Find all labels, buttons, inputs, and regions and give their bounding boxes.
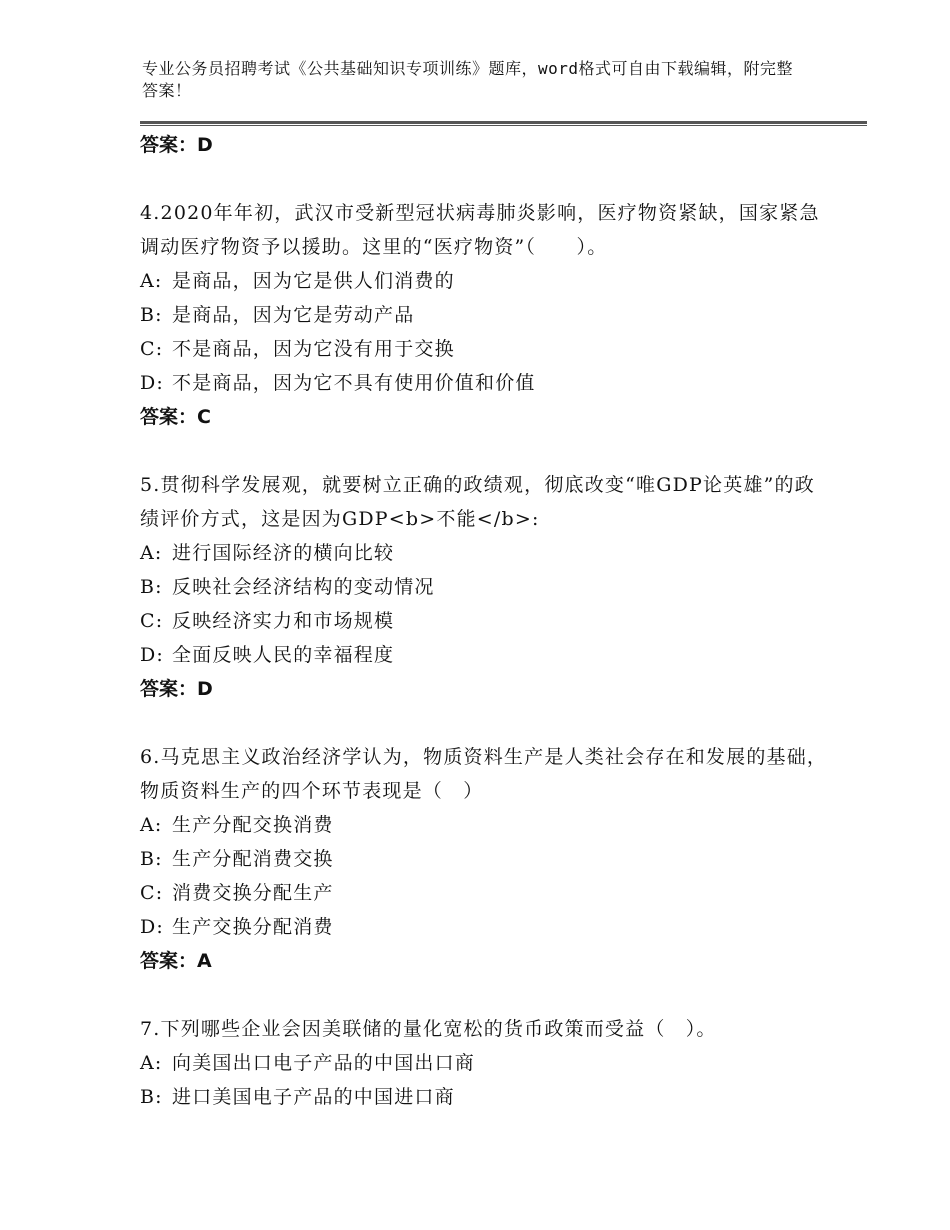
option-b bbox=[140, 1080, 830, 1114]
answer-label: 答案：A bbox=[140, 950, 212, 972]
option-letter: B: bbox=[140, 1086, 163, 1108]
option-c bbox=[140, 332, 830, 366]
option-text: 不是商品，因为它不具有使用价值和价值 bbox=[172, 372, 536, 394]
header-divider bbox=[140, 121, 867, 126]
option-b bbox=[140, 570, 830, 604]
option-letter: C: bbox=[140, 610, 164, 632]
option-d bbox=[140, 638, 830, 672]
option-text: 生产交换分配消费 bbox=[172, 916, 334, 938]
option-text: 生产分配交换消费 bbox=[172, 814, 334, 836]
question-6 bbox=[140, 740, 830, 978]
option-text: 生产分配消费交换 bbox=[172, 848, 334, 870]
option-d bbox=[140, 910, 830, 944]
option-a bbox=[140, 536, 830, 570]
option-text: 反映经济实力和市场规模 bbox=[172, 610, 395, 632]
question-list bbox=[140, 128, 830, 1114]
option-letter: B: bbox=[140, 576, 163, 598]
option-text: 是商品，因为它是供人们消费的 bbox=[172, 270, 455, 292]
option-text: 向美国出口电子产品的中国出口商 bbox=[172, 1052, 476, 1074]
option-letter: A: bbox=[140, 542, 163, 564]
option-text: 消费交换分配生产 bbox=[172, 882, 334, 904]
question-7 bbox=[140, 1012, 830, 1114]
page-header: 专业公务员招聘考试《公共基础知识专项训练》题库，word格式可自由下载编辑，附完整答案！ bbox=[142, 59, 794, 100]
option-text: 是商品，因为它是劳动产品 bbox=[172, 304, 415, 326]
option-letter: D: bbox=[140, 916, 165, 938]
option-letter: C: bbox=[140, 338, 164, 360]
option-text: 全面反映人民的幸福程度 bbox=[172, 644, 395, 666]
option-c bbox=[140, 604, 830, 638]
option-b bbox=[140, 842, 830, 876]
option-b bbox=[140, 298, 830, 332]
option-a bbox=[140, 264, 830, 298]
option-a bbox=[140, 808, 830, 842]
question-stem: 7.下列哪些企业会因美联储的量化宽松的货币政策而受益（ ）。 bbox=[140, 1018, 717, 1040]
answer-label: 答案：D bbox=[140, 678, 213, 700]
option-letter: A: bbox=[140, 814, 163, 836]
answer-label: 答案：C bbox=[140, 406, 211, 428]
question-4 bbox=[140, 196, 830, 434]
option-letter: B: bbox=[140, 848, 163, 870]
option-text: 不是商品，因为它没有用于交换 bbox=[172, 338, 455, 360]
question-stem: 5.贯彻科学发展观，就要树立正确的政绩观，彻底改变“唯GDP论英雄”的政绩评价方式，这是因为GDP<b>不能</b>: bbox=[140, 474, 815, 530]
option-text: 进行国际经济的横向比较 bbox=[172, 542, 395, 564]
option-letter: D: bbox=[140, 372, 165, 394]
answer-label: 答案：D bbox=[140, 134, 213, 156]
option-letter: A: bbox=[140, 1052, 163, 1074]
option-letter: B: bbox=[140, 304, 163, 326]
option-letter: C: bbox=[140, 882, 164, 904]
option-letter: D: bbox=[140, 644, 165, 666]
option-text: 进口美国电子产品的中国进口商 bbox=[172, 1086, 455, 1108]
option-d bbox=[140, 366, 830, 400]
question-stem: 6.马克思主义政治经济学认为，物质资料生产是人类社会存在和发展的基础，物质资料生产的四个环节表现是（ ） bbox=[140, 746, 828, 802]
option-text: 反映社会经济结构的变动情况 bbox=[172, 576, 435, 598]
question-5 bbox=[140, 468, 830, 706]
option-c bbox=[140, 876, 830, 910]
option-a bbox=[140, 1046, 830, 1080]
option-letter: A: bbox=[140, 270, 163, 292]
question-stem: 4.2020年年初，武汉市受新型冠状病毒肺炎影响，医疗物资紧缺，国家紧急调动医疗物资予以援助。这里的“医疗物资”（ ）。 bbox=[140, 202, 820, 258]
